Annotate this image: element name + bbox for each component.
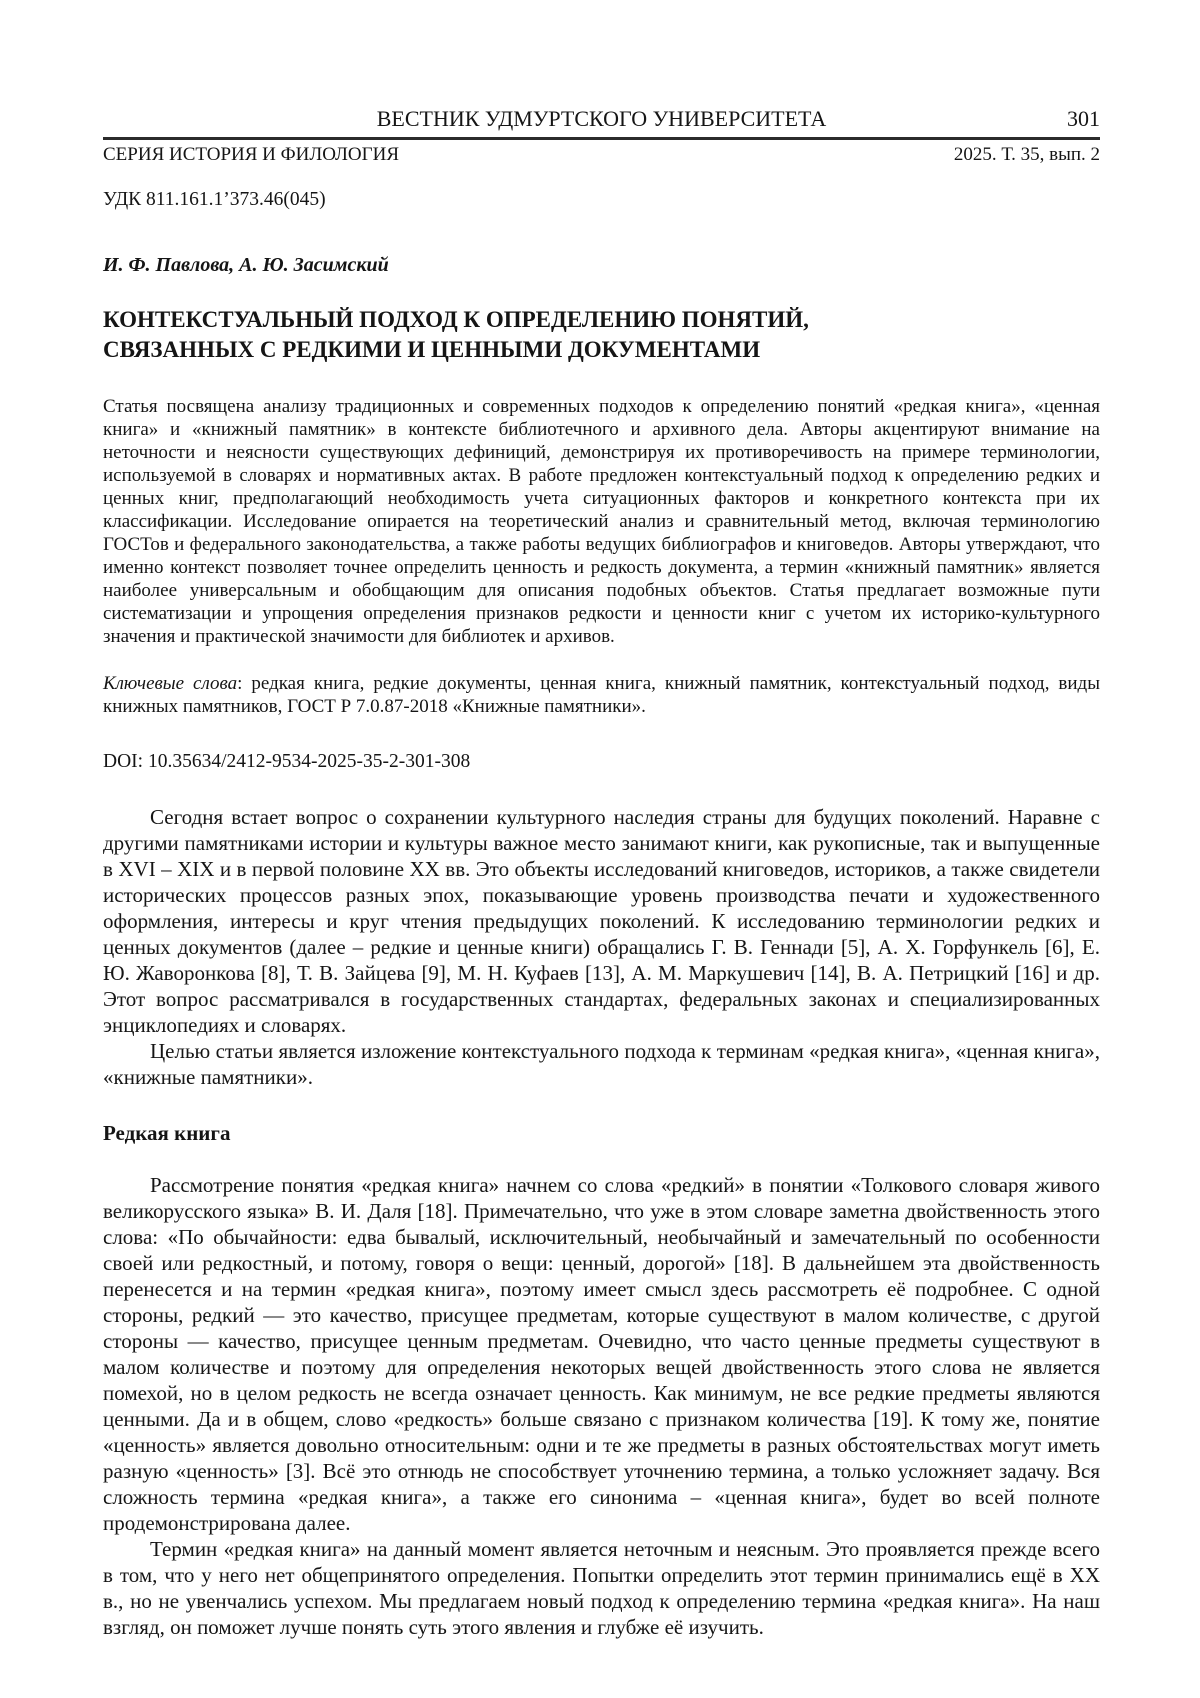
journal-title: ВЕСТНИК УДМУРТСКОГО УНИВЕРСИТЕТА bbox=[376, 106, 827, 131]
running-head bbox=[103, 106, 1100, 166]
authors: И. Ф. Павлова, А. Ю. Засимский bbox=[103, 254, 389, 276]
paragraph-intro-1: Сегодня встает вопрос о сохранении культурного наследия страны для будущих поколений. Наравне с другими памятниками истории и культуры важное место занимают книги, как рукописные, так и выпущенные в XVI – XIX и в первой половине XX вв. Это объекты исследований книговедов, историков, а также свидетели исторических процессов разных эпох, показывающие уровень производства печати и художественного оформления, интересы и круг чтения предыдущих поколений. К исследованию терминологии редких и ценных документов (далее – редкие и ценные книги) обращались Г. В. Геннади [5], А. Х. Горфункель [6], Е. Ю. Жаворонкова [8], Т. В. Зайцева [9], М. Н. Куфаев [13], А. М. Маркушевич [14], В. А. Петрицкий [16] и др. Этот вопрос рассматривался в государственных стандартах, федеральных законах и специализированных энциклопедиях и словарях. bbox=[103, 805, 1100, 1037]
article-body bbox=[103, 804, 1100, 1640]
series-title: СЕРИЯ ИСТОРИЯ И ФИЛОЛОГИЯ bbox=[103, 144, 400, 165]
udc-code: УДК 811.161.1’373.46(045) bbox=[103, 189, 326, 210]
keywords-label: Ключевые слова bbox=[103, 673, 238, 694]
paragraph-rare-book-2: Термин «редкая книга» на данный момент является неточным и неясным. Это проявляется прежде всего в том, что у него нет общепринятого определения. Попытки определить этот термин принимались ещё в XX в., но не увенчались успехом. Мы предлагаем новый подход к определению термина «редкая книга». На наш взгляд, он поможет лучше понять суть этого явления и глубже её изучить. bbox=[103, 1537, 1100, 1639]
paragraph-intro-2: Целью статьи является изложение контекстуального подхода к терминам «редкая книга», «ценная книга», «книжные памятники». bbox=[103, 1039, 1100, 1089]
running-head-row-1 bbox=[103, 106, 1100, 132]
running-head-row-2 bbox=[103, 144, 1100, 166]
keywords-text: : редкая книга, редкие документы, ценная книга, книжный памятник, контекстуальный подход, виды книжных памятников, ГОСТ Р 7.0.87-2018 «Книжные памятники». bbox=[103, 673, 1100, 717]
article-title-line-1: КОНТЕКСТУАЛЬНЫЙ ПОДХОД К ОПРЕДЕЛЕНИЮ ПОНЯТИЙ, bbox=[103, 307, 809, 332]
abstract-text: Статья посвящена анализу традиционных и современных подходов к определению понятий «редкая книга», «ценная книга» и «книжный памятник» в контексте библиотечного и архивного дела. Авторы акцентируют внимание на неточности и неясности существующих дефиниций, демонстрируя их противоречивость на примере терминологии, используемой в словарях и нормативных актах. В работе предложен контекстуальный подход к определению редких и ценных книг, предполагающий необходимость учета ситуационных факторов и конкретного контекста при их классификации. Исследование опирается на теоретический анализ и сравнительный метод, включая терминологию ГОСТов и федерального законодательства, а также работы ведущих библиографов и книговедов. Авторы утверждают, что именно контекст позволяет точнее определить ценность и редкость документа, а термин «книжный памятник» является наиболее универсальным и обобщающим для описания подобных объектов. Статья предлагает возможные пути систематизации и упрощения определения признаков редкости и ценности книг с учетом их историко-культурного значения и практической значимости для библиотек и архивов. bbox=[103, 396, 1100, 647]
doi-line: DOI: 10.35634/2412-9534-2025-35-2-301-308 bbox=[103, 751, 471, 772]
issue-info: 2025. Т. 35, вып. 2 bbox=[953, 144, 1100, 165]
paragraph-rare-book-1: Рассмотрение понятия «редкая книга» начнем со слова «редкий» в понятии «Толкового словаря живого великорусского языка» В. И. Даля [18]. Примечательно, что уже в этом словаре заметна двойственность этого слова: «По обычайности: едва бывалый, исключительный, необычайный и замечательный по особенности своей или редкостный, и потому, говоря о вещи: ценный, дорогой» [18]. В дальнейшем эта двойственность перенесется и на термин «редкая книга», поэтому имеет смысл здесь рассмотреть её подробнее. С одной стороны, редкий — это качество, присущее предметам, которые существуют в малом количестве, с другой стороны — качество, присущее ценным предметам. Очевидно, что часто ценные предметы существуют в малом количестве и поэтому для определения некоторых вещей двойственность этого слова не является помехой, но в целом редкость не всегда означает ценность. Как минимум, не все редкие предметы являются ценными. Да и в общем, слово «редкость» больше связано с признаком количества [19]. К тому же, понятие «ценность» является довольно относительным: одни и те же предметы в разных обстоятельствах могут иметь разную «ценность» [3]. Всё это отнюдь не способствует уточнению термина, а только усложняет задачу. Вся сложность термина «редкая книга», а также его синонима – «ценная книга», будет во всей полноте продемонстрирована далее. bbox=[103, 1173, 1100, 1535]
header-rule bbox=[103, 137, 1100, 140]
page-number: 301 bbox=[1067, 106, 1100, 131]
article-title-line-2: СВЯЗАННЫХ С РЕДКИМИ И ЦЕННЫМИ ДОКУМЕНТАМИ bbox=[103, 337, 761, 362]
article-title bbox=[103, 305, 1100, 365]
keywords-line bbox=[103, 672, 1100, 718]
section-heading-rare-book: Редкая книга bbox=[103, 1121, 231, 1145]
